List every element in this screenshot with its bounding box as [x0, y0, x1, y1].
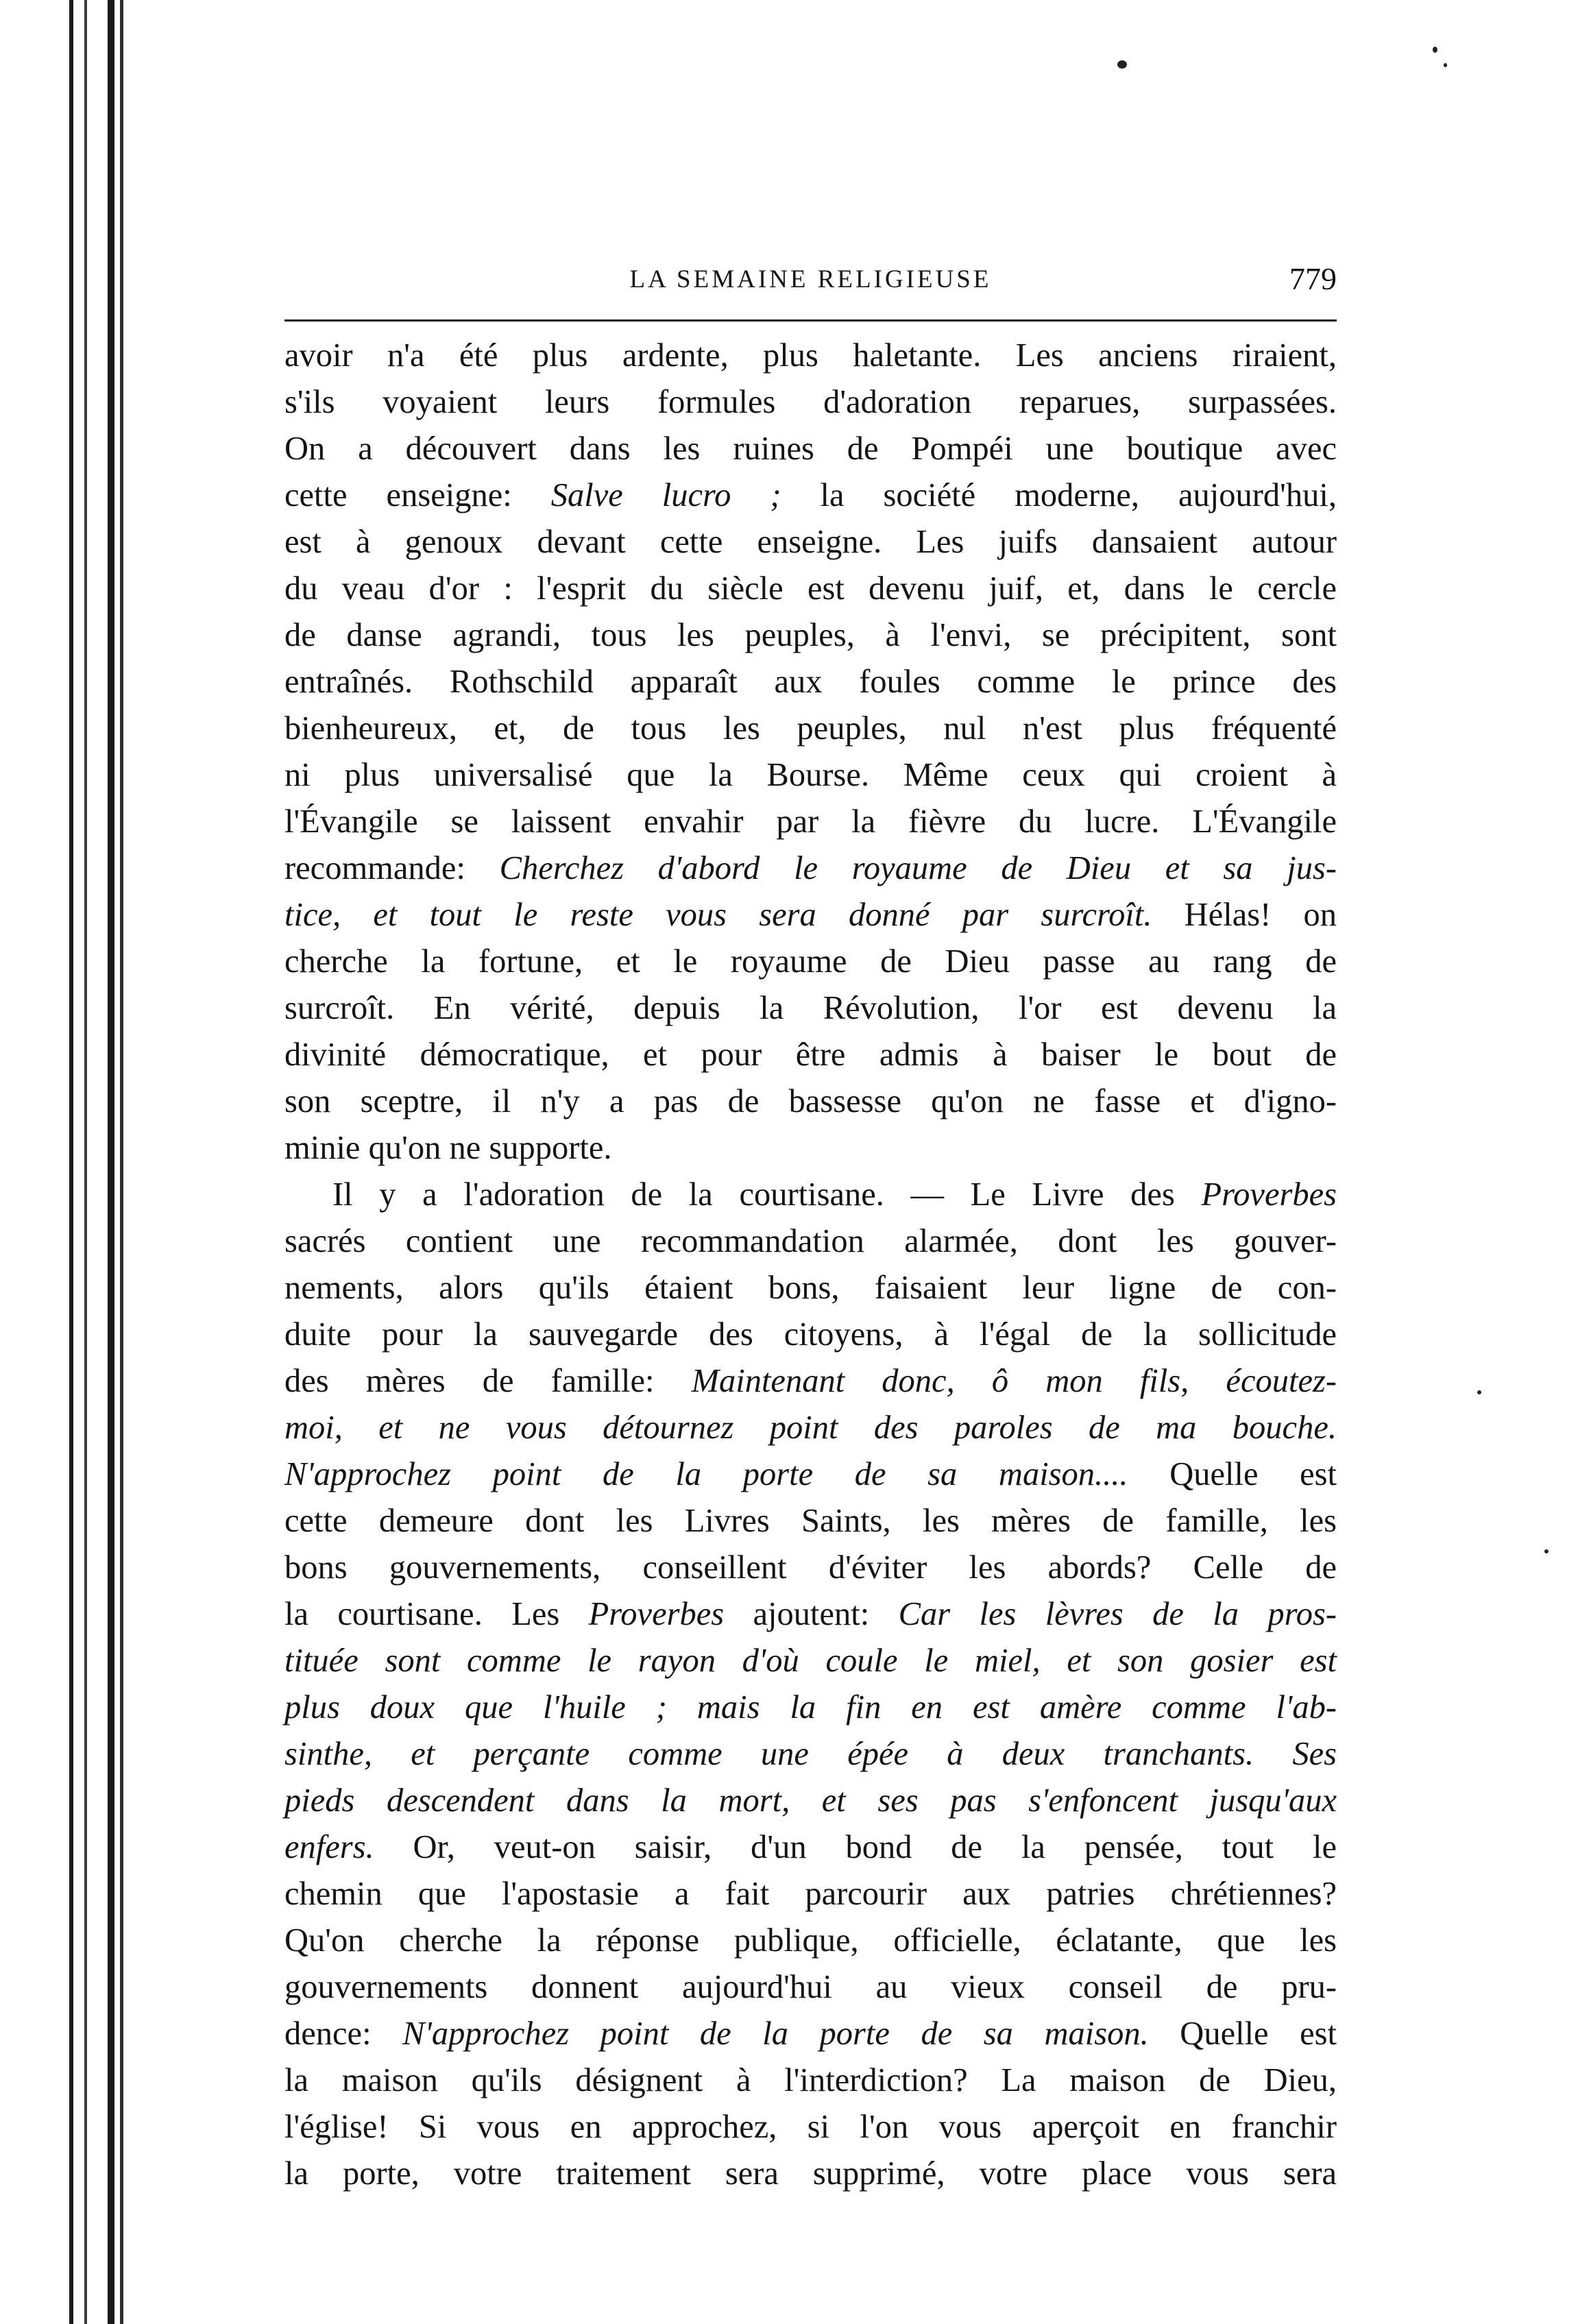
text-run: duite pour la sauvegarde des citoyens, à l'égal de la sollicitude	[284, 1316, 1337, 1353]
text-run: la maison qu'ils désignent à l'interdiction? La maison de Dieu,	[284, 2062, 1337, 2098]
text-line	[284, 939, 1337, 985]
text-line	[284, 1824, 1337, 1871]
text-run: l'Évangile se laissent envahir par la fièvre du lucre. L'Évangile	[284, 803, 1337, 840]
italic-run: Maintenant donc, ô mon fils, écoutez-	[691, 1363, 1337, 1399]
text-run: Quelle est	[1148, 2016, 1337, 2052]
italic-run: tituée sont comme le rayon d'où coule le miel, et son gosier est	[284, 1643, 1337, 1679]
text-line	[284, 1778, 1337, 1824]
text-line	[284, 1871, 1337, 1917]
italic-run: tice, et tout le reste vous sera donné par surcroît.	[284, 897, 1152, 933]
italic-run: Proverbes	[1201, 1176, 1337, 1213]
header-rule	[284, 319, 1337, 322]
text-line	[284, 2011, 1337, 2057]
text-line	[284, 2151, 1337, 2197]
text-line	[284, 519, 1337, 566]
paragraph	[284, 332, 1337, 1172]
text-run: la courtisane. Les	[284, 1596, 589, 1632]
italic-run: N'approchez point de la porte de sa maison.	[402, 2016, 1149, 2052]
text-line	[284, 985, 1337, 1032]
binding-line	[84, 0, 87, 2324]
page-number: 779	[1289, 261, 1337, 296]
text-run: recommande:	[284, 850, 500, 886]
italic-run: enfers.	[284, 1829, 374, 1865]
text-run: l'église! Si vous en approchez, si l'on vous aperçoit en franchir	[284, 2109, 1337, 2145]
text-run: s'ils voyaient leurs formules d'adoration reparues, surpassées.	[284, 384, 1337, 420]
italic-run: Salve lucro ;	[550, 477, 781, 513]
italic-run: Car les lèvres de la pros-	[898, 1596, 1337, 1632]
text-line	[284, 1172, 1337, 1218]
scan-speck	[1444, 63, 1447, 67]
scan-speck	[1477, 1390, 1481, 1394]
text-run: cette enseigne:	[284, 477, 551, 513]
body-text	[284, 332, 1337, 2197]
text-line	[284, 1498, 1337, 1545]
text-run: son sceptre, il n'y a pas de bassesse qu'on ne fasse et d'igno-	[284, 1083, 1337, 1119]
text-line	[284, 1684, 1337, 1731]
text-run: gouvernements donnent aujourd'hui au vieux conseil de pru-	[284, 1969, 1337, 2005]
text-line	[284, 1311, 1337, 1358]
text-line	[284, 1964, 1337, 2011]
text-line	[284, 612, 1337, 659]
binding-line	[108, 0, 114, 2324]
binding-line	[69, 0, 73, 2324]
scan-speck	[1433, 47, 1437, 53]
text-run: chemin que l'apostasie a fait parcourir aux patries chrétiennes?	[284, 1876, 1337, 1912]
text-run: Il y a l'adoration de la courtisane. — Le Livre des	[332, 1176, 1202, 1213]
text-run: Quelle est	[1128, 1456, 1337, 1492]
text-line	[284, 1591, 1337, 1638]
text-run: divinité démocratique, et pour être admis à baiser le bout de	[284, 1037, 1337, 1073]
text-line	[284, 1125, 1337, 1172]
italic-run: Proverbes	[588, 1596, 725, 1632]
text-line	[284, 705, 1337, 752]
text-line	[284, 1218, 1337, 1265]
text-line	[284, 1265, 1337, 1311]
text-run: avoir n'a été plus ardente, plus haletante. Les anciens riraient,	[284, 337, 1337, 374]
italic-run: Cherchez d'abord le royaume de Dieu et sa jus-	[499, 850, 1337, 886]
text-line	[284, 1451, 1337, 1498]
paragraph	[284, 1172, 1337, 2197]
italic-run: pieds descendent dans la mort, et ses pas s'enfoncent jusqu'aux	[284, 1782, 1337, 1819]
text-line	[284, 1917, 1337, 1964]
text-run: Or, veut-on saisir, d'un bond de la pensée, tout le	[374, 1829, 1337, 1865]
text-line	[284, 659, 1337, 705]
running-head	[284, 261, 1337, 302]
text-line	[284, 426, 1337, 472]
text-line	[284, 566, 1337, 612]
italic-run: moi, et ne vous détournez point des paroles de ma bouche.	[284, 1409, 1337, 1446]
text-line	[284, 1545, 1337, 1591]
text-run: Qu'on cherche la réponse publique, officielle, éclatante, que les	[284, 1922, 1337, 1959]
text-run: ajoutent:	[724, 1596, 899, 1632]
text-line	[284, 472, 1337, 519]
text-run: minie qu'on ne supporte.	[284, 1130, 612, 1166]
text-line	[284, 1405, 1337, 1451]
binding-line	[120, 0, 123, 2324]
text-line	[284, 845, 1337, 892]
text-run: la société moderne, aujourd'hui,	[781, 477, 1337, 513]
text-run: de danse agrandi, tous les peuples, à l'envi, se précipitent, sont	[284, 617, 1337, 653]
text-line	[284, 2104, 1337, 2151]
text-run: dence:	[284, 2016, 403, 2052]
text-run: bons gouvernements, conseillent d'éviter les abords? Celle de	[284, 1549, 1337, 1586]
scan-speck	[1544, 1549, 1549, 1553]
text-run: la porte, votre traitement sera supprimé, votre place vous sera	[284, 2155, 1337, 2192]
text-run: On a découvert dans les ruines de Pompéi une boutique avec	[284, 431, 1337, 467]
text-line	[284, 892, 1337, 939]
text-run: bienheureux, et, de tous les peuples, nul n'est plus fréquenté	[284, 710, 1337, 747]
scan-speck	[1117, 60, 1127, 69]
text-line	[284, 799, 1337, 845]
text-line	[284, 1032, 1337, 1078]
text-line	[284, 332, 1337, 379]
text-line	[284, 379, 1337, 426]
text-run: cherche la fortune, et le royaume de Dieu passe au rang de	[284, 943, 1337, 980]
italic-run: plus doux que l'huile ; mais la fin en est amère comme l'ab-	[284, 1689, 1337, 1726]
text-run: du veau d'or : l'esprit du siècle est devenu juif, et, dans le cercle	[284, 570, 1337, 607]
text-run: sacrés contient une recommandation alarmée, dont les gouver-	[284, 1223, 1337, 1259]
text-run: entraînés. Rothschild apparaît aux foules comme le prince des	[284, 664, 1337, 700]
text-run: est à genoux devant cette enseigne. Les juifs dansaient autour	[284, 524, 1337, 560]
text-run: Hélas! on	[1152, 897, 1337, 933]
text-run: cette demeure dont les Livres Saints, les mères de famille, les	[284, 1503, 1337, 1539]
running-title: LA SEMAINE RELIGIEUSE	[629, 265, 992, 293]
italic-run: sinthe, et perçante comme une épée à deux tranchants. Ses	[284, 1736, 1337, 1772]
text-line	[284, 1731, 1337, 1778]
text-line	[284, 1358, 1337, 1405]
text-line	[284, 752, 1337, 799]
text-run: ni plus universalisé que la Bourse. Même ceux qui croient à	[284, 757, 1337, 793]
text-line	[284, 2057, 1337, 2104]
italic-run: N'approchez point de la porte de sa maison....	[284, 1456, 1128, 1492]
text-run: des mères de famille:	[284, 1363, 692, 1399]
text-line	[284, 1638, 1337, 1684]
text-run: nements, alors qu'ils étaient bons, faisaient leur ligne de con-	[284, 1270, 1337, 1306]
scanned-binding-edge	[65, 0, 127, 2324]
text-line	[284, 1078, 1337, 1125]
text-run: surcroît. En vérité, depuis la Révolution, l'or est devenu la	[284, 990, 1337, 1026]
